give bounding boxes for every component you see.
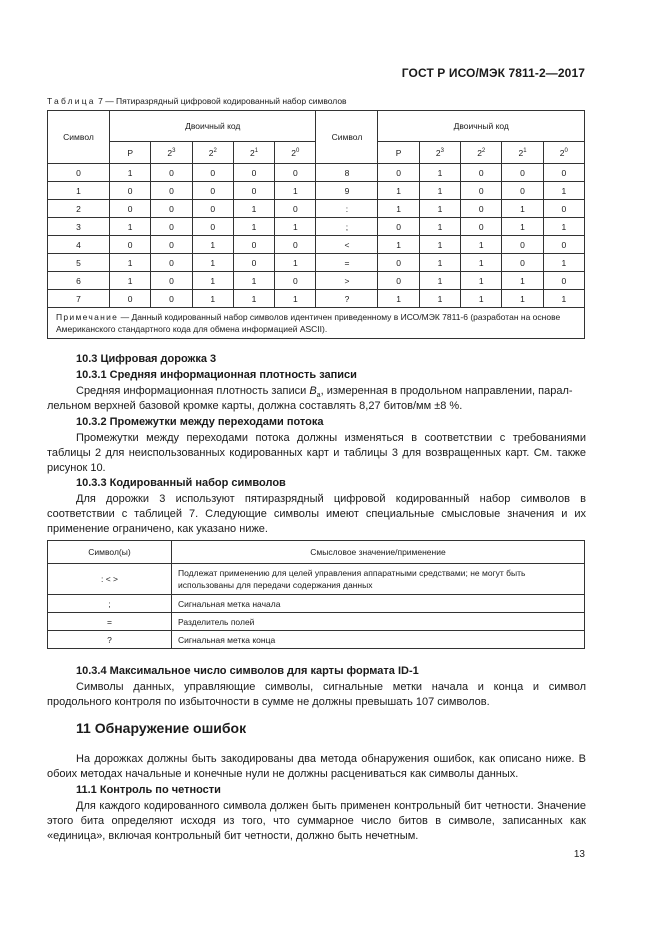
bit-cell: 0	[233, 182, 274, 200]
bit-cell: 1	[110, 218, 151, 236]
section-11-1-title: 11.1 Контроль по четности	[76, 784, 221, 796]
binary-header-right: Двоичный код	[378, 111, 585, 142]
density-text-b: , измеренная в продольном направлении, парал-	[320, 385, 573, 397]
meaning-cell: Сигнальная метка конца	[172, 631, 585, 649]
bit-cell: 0	[192, 182, 233, 200]
bit-cell: 0	[151, 236, 192, 254]
bit-header-base: P	[127, 147, 133, 158]
bit-cell: 0	[151, 182, 192, 200]
bit-cell: 0	[233, 254, 274, 272]
bit-cell: 1	[275, 290, 316, 308]
meaning-column-header: Смысловое значение/применение	[172, 541, 585, 564]
table-row	[48, 564, 585, 595]
bit-cell: 1	[110, 272, 151, 290]
bit-cell: 1	[378, 236, 419, 254]
bit-cell: 1	[275, 182, 316, 200]
section-10-3-title: 10.3 Цифровая дорожка 3	[76, 353, 217, 365]
bit-cell: 1	[419, 164, 460, 182]
bit-header-cell	[233, 142, 274, 164]
bit-cell: 0	[502, 236, 543, 254]
bit-cell: 0	[543, 272, 584, 290]
section-11-1-text: Для каждого кодированного символа должен быть применен контрольный бит четности. Значение этого бита определяют исходя из того, что суммарное число битов в символе, записанных как «единица», включая контрольный бит четности, должно быть нечетным.	[47, 800, 586, 842]
symbol-cell: 9	[316, 182, 378, 200]
bit-cell: 0	[275, 200, 316, 218]
symbol-cell: 3	[48, 218, 110, 236]
bit-cell: 1	[419, 272, 460, 290]
section-11-intro: На дорожках должны быть закодированы два метода обнаружения ошибок, как описано ниже. В обоих методах начальные и конечные нули не должны расцениваться как символы данных.	[47, 753, 586, 780]
bit-cell: 1	[419, 218, 460, 236]
section-10-3-4-text: Символы данных, управляющие символы, сигнальные метки начала и конца и символ продольного контроля по избыточности в сумме не должны превышать 107 символов.	[47, 681, 586, 708]
bit-cell: 0	[151, 164, 192, 182]
table-body	[48, 164, 585, 308]
symbol-cell: 7	[48, 290, 110, 308]
bit-header-exponent: 0	[564, 147, 568, 154]
bit-header-cell	[543, 142, 584, 164]
bit-cell: 1	[233, 218, 274, 236]
bit-cell: 0	[543, 164, 584, 182]
table-caption	[47, 96, 347, 106]
density-variable: B	[309, 385, 317, 397]
bit-cell: 0	[151, 272, 192, 290]
bit-header-base: 2	[250, 147, 255, 158]
density-variable-sub: a	[316, 392, 321, 400]
bit-cell: 0	[461, 200, 502, 218]
section-10-3-3-title: 10.3.3 Кодированный набор символов	[76, 477, 286, 489]
bit-header-cell	[419, 142, 460, 164]
bit-cell: 1	[275, 218, 316, 236]
bit-cell: 1	[419, 290, 460, 308]
bit-header-exponent: 0	[296, 147, 300, 154]
section-10-3-2-title: 10.3.2 Промежутки между переходами потока	[76, 416, 324, 428]
bit-cell: 1	[461, 236, 502, 254]
note-text: — Данный кодированный набор символов идентичен приведенному в ИСО/МЭК 7811-6 (разработан на основе Американского стандартного кода для обмена информацией ASCII).	[56, 312, 561, 334]
bit-header-exponent: 2	[213, 147, 217, 154]
bit-cell: 0	[151, 290, 192, 308]
bit-cell: 1	[461, 254, 502, 272]
bit-cell: 0	[502, 182, 543, 200]
bit-cell: 1	[419, 182, 460, 200]
symbol-cell: 0	[48, 164, 110, 182]
symbol-cell: =	[316, 254, 378, 272]
bit-cell: 1	[502, 218, 543, 236]
bit-cell: 1	[378, 182, 419, 200]
symbol-cell: ;	[316, 218, 378, 236]
symbol-cell: ?	[316, 290, 378, 308]
symbol-cell: 1	[48, 182, 110, 200]
bit-cell: 1	[543, 218, 584, 236]
density-text-a: Средняя информационная плотность записи	[76, 385, 307, 397]
bit-header-cell	[378, 142, 419, 164]
bit-cell: 0	[461, 182, 502, 200]
bit-header-cell	[110, 142, 151, 164]
bit-header-base: 2	[291, 147, 297, 158]
section-10-3-3-text: Для дорожки 3 используют пятиразрядный цифровой кодированный набор символов в соответствии с таблицей 7. Следующие символы имеют специальные смысловые значения и их применение ограничено, как указано ниже.	[47, 493, 586, 535]
bit-cell: 0	[378, 164, 419, 182]
symbol-cell: 5	[48, 254, 110, 272]
table-row	[48, 595, 585, 613]
bit-cell: 0	[110, 182, 151, 200]
bit-header-base: 2	[208, 147, 214, 158]
bit-cell: 1	[419, 200, 460, 218]
table-note	[48, 308, 585, 339]
bit-cell: 1	[192, 236, 233, 254]
bit-cell: 1	[502, 200, 543, 218]
symbol-cell: ;	[48, 595, 172, 613]
bit-cell: 0	[502, 164, 543, 182]
bit-header-exponent: 3	[172, 147, 176, 154]
meaning-cell: Сигнальная метка начала	[172, 595, 585, 613]
bit-cell: 0	[110, 290, 151, 308]
table-row	[48, 272, 585, 290]
bit-header-base: 2	[477, 147, 482, 158]
symbol-cell: 2	[48, 200, 110, 218]
bit-cell: 1	[192, 254, 233, 272]
section-10-3-1-line2: лельном верхней базовой кромке карты, должна составлять 8,27 битов/мм ±8 %.	[47, 400, 463, 412]
symbol-cell: 4	[48, 236, 110, 254]
table-row	[48, 164, 585, 182]
table-caption-label: Таблица	[47, 96, 96, 106]
bit-cell: 1	[502, 290, 543, 308]
symbol-cell: >	[316, 272, 378, 290]
bit-header-base: 2	[518, 147, 524, 158]
symbol-cell: =	[48, 613, 172, 631]
bit-cell: 1	[192, 290, 233, 308]
table-row	[48, 200, 585, 218]
page-number: 13	[573, 849, 585, 860]
meaning-cell: Подлежат применению для целей управления аппаратными средствами; не могут быть использованы для передачи содержания данных	[172, 564, 585, 595]
bit-cell: 1	[543, 182, 584, 200]
bit-cell: 0	[233, 164, 274, 182]
bit-header-exponent: 1	[523, 147, 527, 154]
section-11-title: 11 Обнаружение ошибок	[76, 720, 247, 736]
table-row	[48, 613, 585, 631]
bit-cell: 0	[151, 200, 192, 218]
bit-header-cell	[151, 142, 192, 164]
table-row	[48, 631, 585, 649]
bit-cell: 1	[233, 290, 274, 308]
bit-cell: 0	[543, 200, 584, 218]
bit-cell: 0	[110, 236, 151, 254]
bit-cell: 1	[192, 272, 233, 290]
bit-cell: 0	[275, 164, 316, 182]
meaning-cell: Разделитель полей	[172, 613, 585, 631]
bit-header-cell	[275, 142, 316, 164]
bit-cell: 0	[378, 254, 419, 272]
bit-header-cell	[461, 142, 502, 164]
symbol-header-right: Символ	[316, 111, 378, 164]
bit-cell: 0	[502, 254, 543, 272]
bit-cell: 1	[543, 254, 584, 272]
bit-cell: 1	[419, 254, 460, 272]
symbol-cell: <	[316, 236, 378, 254]
bit-cell: 0	[192, 218, 233, 236]
bit-cell: 0	[233, 236, 274, 254]
symbol-meaning-table	[47, 540, 585, 649]
table-row	[48, 218, 585, 236]
bit-cell: 1	[461, 290, 502, 308]
symbol-cell: 8	[316, 164, 378, 182]
symbol-cell: : < >	[48, 564, 172, 595]
note-label: Примечание	[56, 312, 119, 322]
bit-cell: 0	[192, 164, 233, 182]
bit-header-exponent: 3	[440, 147, 444, 154]
bit-cell: 1	[110, 254, 151, 272]
table-row	[48, 290, 585, 308]
table-row	[48, 182, 585, 200]
table-row	[48, 236, 585, 254]
symbols-column-header: Символ(ы)	[48, 541, 172, 564]
bit-cell: 1	[378, 290, 419, 308]
binary-header-left: Двоичный код	[110, 111, 316, 142]
bit-header-base: 2	[559, 147, 565, 158]
bit-cell: 0	[275, 236, 316, 254]
section-10-3-1-title: 10.3.1 Средняя информационная плотность записи	[76, 369, 357, 381]
bit-cell: 0	[543, 236, 584, 254]
bit-cell: 1	[502, 272, 543, 290]
table-7	[47, 110, 585, 339]
bit-cell: 1	[275, 254, 316, 272]
bit-cell: 0	[275, 272, 316, 290]
symbol-cell: 6	[48, 272, 110, 290]
bit-cell: 1	[543, 290, 584, 308]
bit-cell: 0	[110, 200, 151, 218]
bit-cell: 0	[378, 218, 419, 236]
bit-header-base: P	[395, 147, 402, 158]
bit-header-cell	[192, 142, 233, 164]
symbol-cell: :	[316, 200, 378, 218]
bit-cell: 1	[233, 200, 274, 218]
bit-header-exponent: 1	[254, 147, 259, 154]
bit-cell: 0	[461, 218, 502, 236]
symbol-header-left: Символ	[48, 111, 110, 164]
document-header: ГОСТ Р ИСО/МЭК 7811-2—2017	[401, 66, 585, 80]
bit-cell: 1	[378, 200, 419, 218]
bit-cell: 1	[233, 272, 274, 290]
bit-header-base: 2	[167, 147, 173, 158]
bit-cell: 0	[192, 200, 233, 218]
bit-cell: 1	[419, 236, 460, 254]
bit-cell: 1	[110, 164, 151, 182]
section-10-3-4-title: 10.3.4 Максимальное число символов для карты формата ID-1	[76, 665, 419, 677]
bit-cell: 1	[461, 272, 502, 290]
table-caption-text: 7 — Пятиразрядный цифровой кодированный набор символов	[98, 96, 347, 106]
section-10-3-2-text: Промежутки между переходами потока должны изменяться в соответствии с требованиями таблицы 2 для неиспользованных кодированных карт и таблицы 3 для возвращенных карт. См. также рисунок 10.	[47, 432, 586, 474]
bit-cell: 0	[378, 272, 419, 290]
table-row	[48, 254, 585, 272]
bit-header-exponent: 2	[481, 147, 486, 154]
bit-header-cell	[502, 142, 543, 164]
bit-header-base: 2	[435, 147, 441, 158]
bit-cell: 0	[151, 218, 192, 236]
bit-cell: 0	[461, 164, 502, 182]
symbol-cell: ?	[48, 631, 172, 649]
bit-cell: 0	[151, 254, 192, 272]
